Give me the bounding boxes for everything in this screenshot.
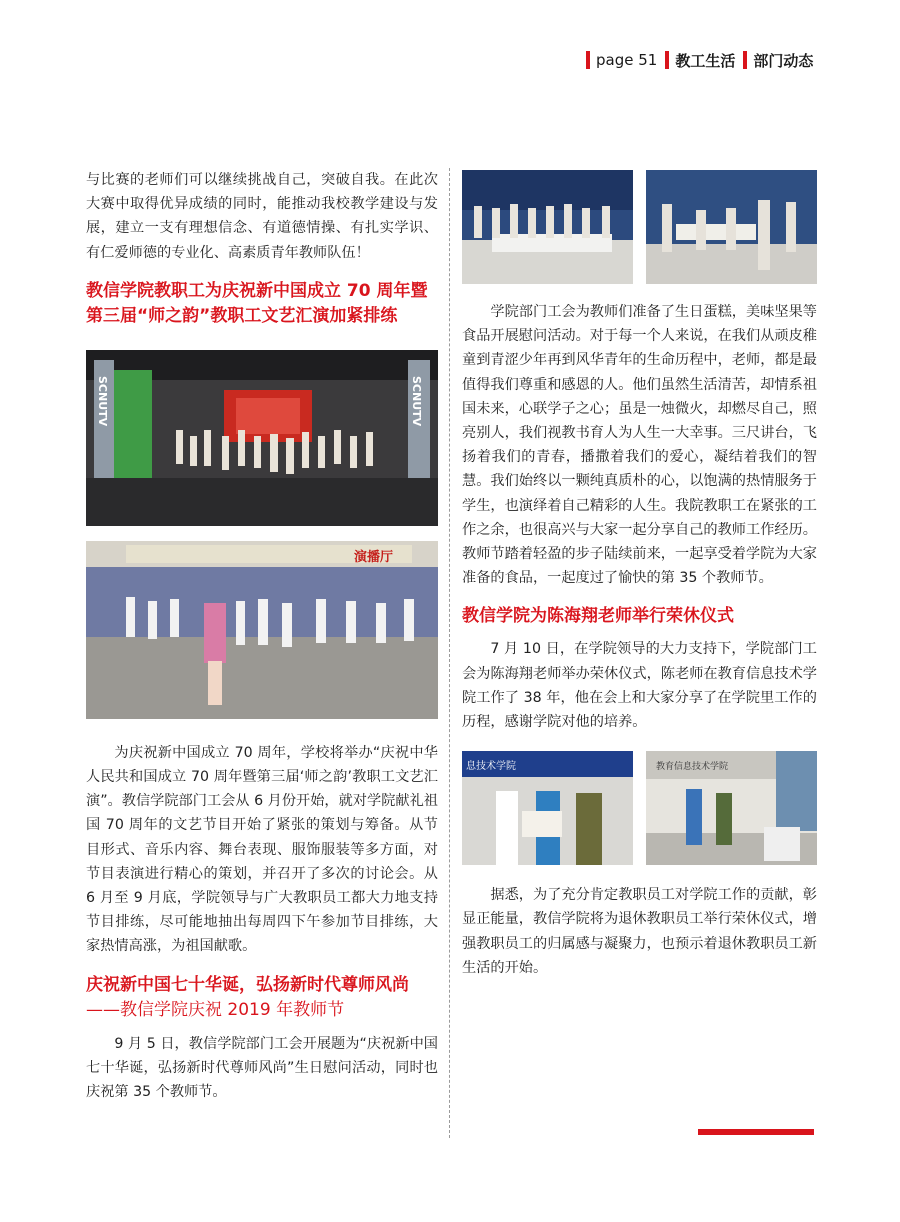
intro-paragraph: 与比赛的老师们可以继续挑战自己，突破自我。在此次大赛中取得优异成绩的同时，能推动我校教学建设与发展，建立一支有理想信念、有道德情操、有扎实学识、有仁爱师德的专业化、高素质青年教师队伍！ bbox=[86, 172, 438, 261]
heading-teachers-day-main: 庆祝新中国七十华诞，弘扬新时代尊师风尚 bbox=[86, 974, 409, 995]
photo-sign-right: SCNUTV bbox=[410, 375, 423, 426]
heading-retirement: 教信学院为陈海翔老师举行荣休仪式 bbox=[462, 606, 734, 627]
photo-row-celebration bbox=[462, 170, 817, 284]
photo-retirement-award bbox=[462, 751, 633, 865]
header-bar bbox=[665, 51, 669, 69]
heading-teachers-day bbox=[86, 973, 438, 1023]
meeting-banner: 教育信息技术学院 bbox=[656, 762, 729, 773]
closing-paragraph: 据悉，为了充分肯定教职员工对学院工作的贡献，彰显正能量，教信学院将为退休教职员工举行荣休仪式，增强教职员工的归属感与凝聚力，也预示着退休教职员工新生活的开始。 bbox=[462, 887, 817, 976]
photo-sign-left: SCNUTV bbox=[96, 375, 109, 426]
photo-retirement-meeting bbox=[646, 751, 817, 865]
photo-studio-rehearsal bbox=[86, 541, 438, 719]
photo-stage-rehearsal bbox=[86, 350, 438, 526]
page-number: page 51 bbox=[596, 51, 658, 69]
photo-cake-sharing bbox=[646, 170, 817, 284]
left-column bbox=[86, 168, 438, 1104]
studio-banner: 演播厅 bbox=[354, 549, 394, 565]
rehearsal-paragraph: 为庆祝新中国成立 70 周年，学校将举办“庆祝中华人民共和国成立 70 周年暨第三届‘师之韵’教职工文艺汇演”。教信学院部门工会从 6 月份开始，就对学院献礼祖国 70 周年的文艺节目开始了紧张的策划与筹备。从节目形式、音乐内容、舞台表现、服饰服装等多方面，对节目表演进行精心的策划，并召开了多次的讨论会。从 6 月至 9 月底，学院领导与广大教职员工都大力地支持节目排练，尽可能地抽出每周四下午参加节目排练，大家热情高涨，为祖国献歌。 bbox=[86, 744, 438, 955]
heading-rehearsal: 教信学院教职工为庆祝新中国成立 70 周年暨第三届“师之韵”教职工文艺汇演加紧排练 bbox=[86, 280, 428, 326]
footer-accent-bar bbox=[698, 1129, 814, 1135]
retirement-banner: 息技术学院 bbox=[466, 761, 516, 773]
photo-cake-group bbox=[462, 170, 633, 284]
celebration-paragraph: 学院部门工会为教师们准备了生日蛋糕，美味坚果等食品开展慰问活动。对于每一个人来说，在我们从顽皮稚童到青涩少年再到风华青年的生命历程中，老师，都是最值得我们尊重和感恩的人。他们虽然生活清苦，却情系祖国未来，心联学子之心；虽是一烛微火，却燃尽自己，照亮别人，我们视教书育人为人生一大幸事。三尺讲台，飞扬着我们的青春，播撒着我们的爱心，凝结着我们的智慧。我们始终以一颗纯真质朴的心，以饱满的热情服务于学生，也演绎着自己精彩的人生。我院教职工在紧张的工作之余，也很高兴与大家一起分享自己的教师工作经历。教师节踏着轻盈的步子陆续前来，一起享受着学院为大家准备的食品，一起度过了愉快的第 35 个教师节。 bbox=[462, 304, 817, 587]
header-bar bbox=[586, 51, 590, 69]
page-header bbox=[586, 48, 821, 72]
photo-row-retirement bbox=[462, 751, 817, 865]
teachers-day-paragraph: 9 月 5 日，教信学院部门工会开展题为“庆祝新中国七十华诞，弘扬新时代尊师风尚”生日慰问活动，同时也庆祝第 35 个教师节。 bbox=[86, 1035, 438, 1101]
right-column bbox=[462, 170, 817, 980]
retirement-paragraph: 7 月 10 日，在学院领导的大力支持下，学院部门工会为陈海翔老师举办荣休仪式，陈老师在教育信息技术学院工作了 38 年，他在会上和大家分享了在学院里工作的历程，感谢学院对他的培养。 bbox=[462, 641, 817, 731]
heading-teachers-day-sub: ——教信学院庆祝 2019 年教师节 bbox=[86, 999, 345, 1020]
section-title: 教工生活 bbox=[675, 51, 736, 70]
column-divider bbox=[449, 168, 450, 1138]
header-bar bbox=[743, 51, 747, 69]
subsection-title: 部门动态 bbox=[753, 51, 814, 70]
